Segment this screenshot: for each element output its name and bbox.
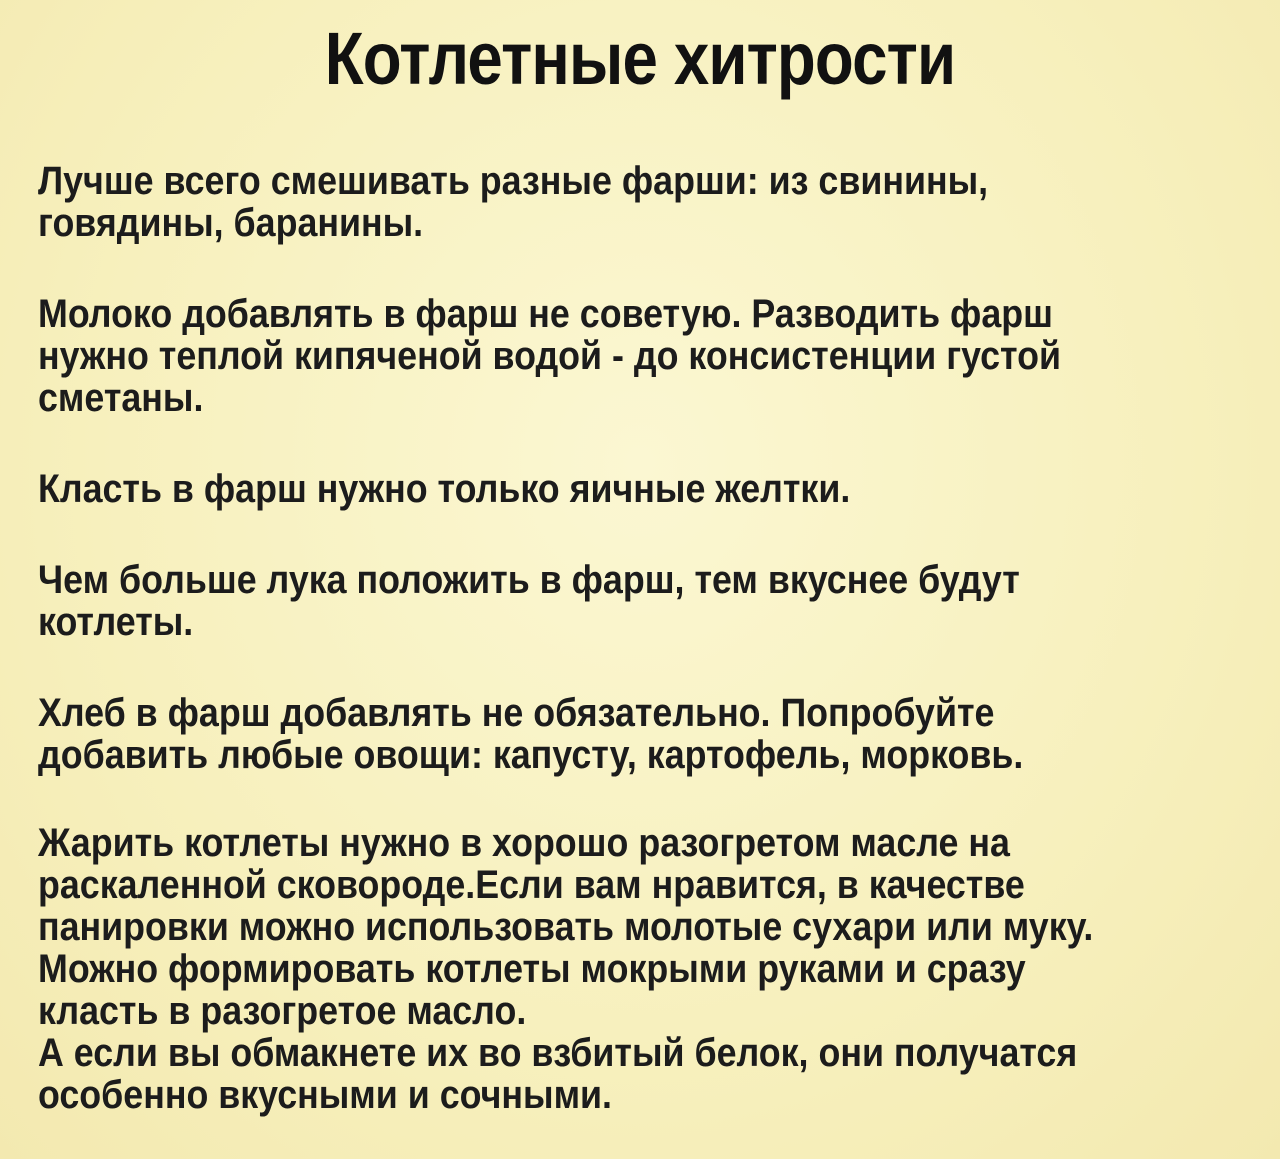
tip-paragraph-5 — [38, 692, 1219, 776]
tip-paragraph-6 — [38, 822, 1219, 1116]
text-line: Можно формировать котлеты мокрыми руками и сразу — [38, 947, 1026, 991]
text-line: Жарить котлеты нужно в хорошо разогретом масле на — [38, 821, 1010, 865]
text-line: сметаны. — [38, 376, 204, 420]
text-line: говядины, баранины. — [38, 201, 424, 245]
text-line: раскаленной сковороде.Если вам нравится, в качестве — [38, 863, 1025, 907]
text-line: Лучше всего смешивать разные фарши: из свинины, — [38, 159, 989, 203]
tip-paragraph-3 — [38, 468, 1219, 510]
text-line: А если вы обмакнете их во взбитый белок, они получатся — [38, 1031, 1078, 1075]
text-line: добавить любые овощи: капусту, картофель, морковь. — [38, 733, 1024, 777]
tips-text — [38, 160, 1219, 1116]
text-line: Хлеб в фарш добавлять не обязательно. Попробуйте — [38, 691, 995, 735]
tip-paragraph-4 — [38, 559, 1219, 643]
tip-paragraph-2 — [38, 293, 1219, 419]
page-title: Котлетные хитрости — [324, 17, 956, 100]
text-line: Класть в фарш нужно только яичные желтки. — [38, 467, 851, 511]
text-line: особенно вкусными и сочными. — [38, 1073, 613, 1117]
text-line: класть в разогретое масло. — [38, 989, 527, 1033]
text-line: Чем больше лука положить в фарш, тем вкуснее будут — [38, 558, 1020, 602]
text-line: нужно теплой кипяченой водой - до консистенции густой — [38, 334, 1061, 378]
text-line: котлеты. — [38, 600, 194, 644]
text-line: Молоко добавлять в фарш не советую. Разводить фарш — [38, 292, 1053, 336]
text-line: панировки можно использовать молотые сухари или муку. — [38, 905, 1094, 949]
tip-paragraph-1 — [38, 160, 1219, 244]
